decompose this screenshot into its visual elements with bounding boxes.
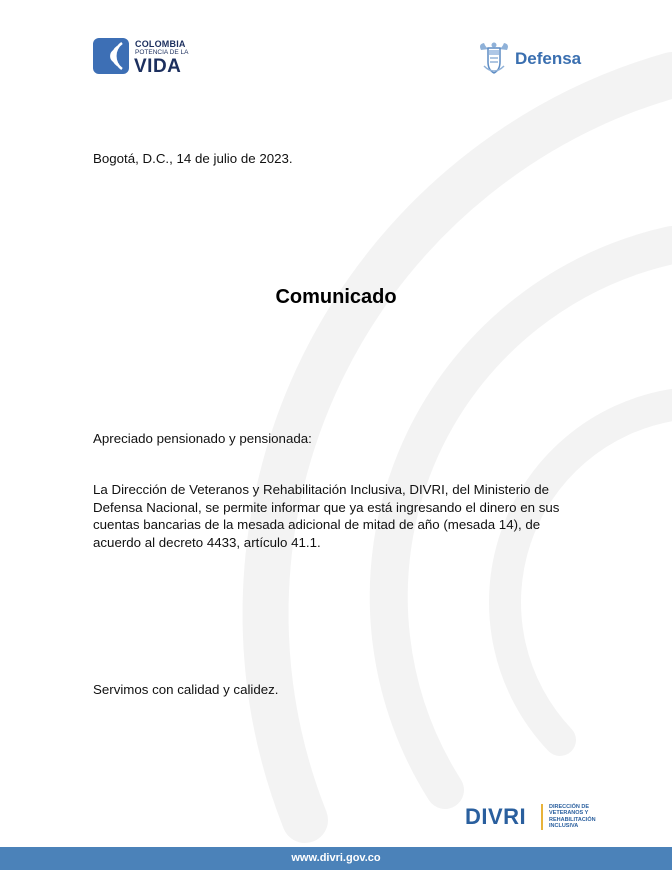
letter-closing: Servimos con calidad y calidez. bbox=[93, 682, 279, 697]
divri-logo-line-4: INCLUSIVA bbox=[549, 823, 579, 830]
letter-body: La Dirección de Veteranos y Rehabilitación Inclusiva, DIVRI, del Ministerio de Defensa Nacional, se permite informar que ya está ingresando el dinero en sus cuentas bancarias de la mesada adicional de mitad de año (mesada 14), de acuerdo al decreto 4433, artículo 41.1. bbox=[93, 482, 560, 550]
footer-url-link[interactable]: www.divri.gov.co bbox=[291, 852, 381, 864]
coat-of-arms-icon bbox=[478, 40, 510, 78]
divri-logo bbox=[465, 802, 625, 832]
divri-logo-line-2: VETERANOS Y bbox=[549, 810, 589, 817]
logo-line-vida: VIDA bbox=[134, 56, 182, 77]
colombia-potencia-de-la-vida-logo bbox=[93, 38, 203, 78]
logo-line-colombia: COLOMBIA bbox=[135, 39, 186, 49]
logo-line-potencia: POTENCIA DE LA bbox=[135, 49, 189, 56]
page-title: Comunicado bbox=[275, 286, 397, 308]
divri-logo-line-3: REHABILITACIÓN bbox=[549, 816, 596, 823]
divri-logo-divider bbox=[541, 804, 543, 830]
defensa-logo bbox=[478, 40, 588, 80]
divri-acronym: DIVRI bbox=[465, 804, 527, 829]
letter-greeting: Apreciado pensionado y pensionada: bbox=[93, 431, 312, 446]
footer-bar bbox=[0, 847, 672, 870]
colombia-potencia-logo-icon bbox=[93, 38, 129, 74]
letter-date: Bogotá, D.C., 14 de julio de 2023. bbox=[93, 151, 293, 166]
defensa-logo-text: Defensa bbox=[515, 49, 582, 68]
divri-logo-line-1: DIRECCIÓN DE bbox=[549, 804, 590, 810]
